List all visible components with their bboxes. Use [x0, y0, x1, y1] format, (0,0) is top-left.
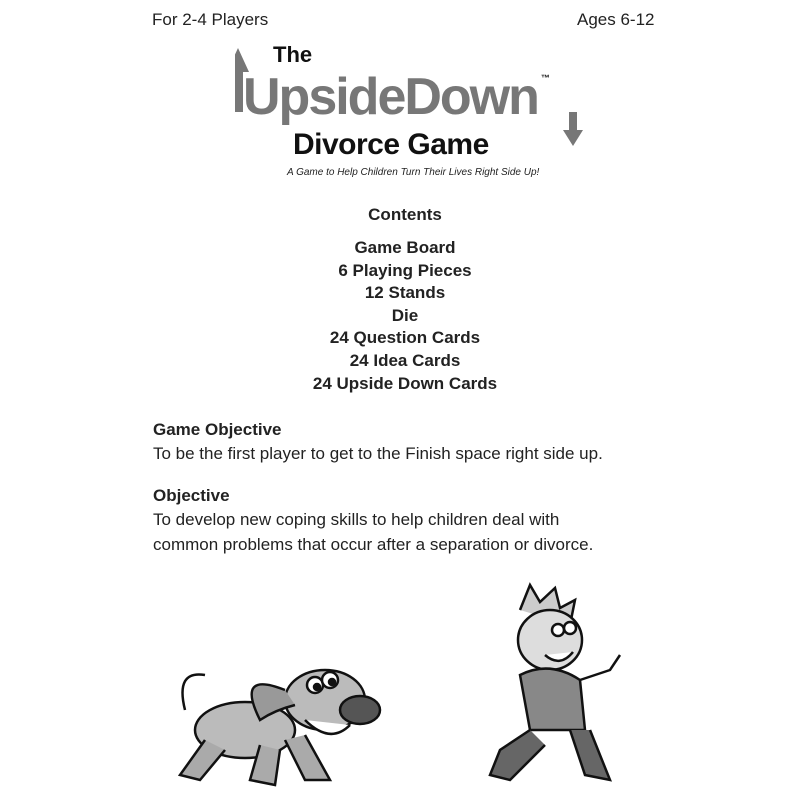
logo-tagline: A Game to Help Children Turn Their Lives Right Side Up! — [287, 167, 540, 178]
contents-item: 24 Question Cards — [329, 328, 481, 348]
objective-text — [153, 508, 593, 557]
objective-heading: Objective — [153, 486, 230, 505]
down-arrow-icon — [563, 112, 583, 146]
logo-title-sub: Divorce Game — [293, 128, 489, 161]
game-logo — [235, 42, 615, 192]
contents-item: 6 Playing Pieces — [338, 260, 472, 280]
dog-illustration — [165, 630, 385, 795]
logo-the: The — [273, 42, 313, 67]
logo-title-main: UpsideDown — [243, 68, 538, 126]
contents-item: Die — [391, 305, 419, 325]
contents-item: 12 Stands — [364, 283, 446, 303]
age-range: Ages 6-12 — [577, 10, 655, 29]
boy-illustration — [470, 580, 640, 795]
objective-line: common problems that occur after a separation or divorce. — [153, 534, 594, 554]
logo-tm: ™ — [540, 73, 550, 83]
objective-line: To develop new coping skills to help children deal with — [153, 510, 560, 529]
game-objective-text: To be the first player to get to the Finish space right side up. — [153, 444, 603, 463]
contents-heading: Contents — [368, 205, 442, 224]
contents-list — [0, 237, 800, 395]
contents-item: Game Board — [354, 238, 456, 257]
logo-title-row — [243, 68, 550, 126]
players-count: For 2-4 Players — [152, 10, 269, 29]
contents-item: 24 Upside Down Cards — [312, 373, 498, 393]
game-objective-heading: Game Objective — [153, 420, 282, 439]
contents-item: 24 Idea Cards — [349, 350, 461, 370]
